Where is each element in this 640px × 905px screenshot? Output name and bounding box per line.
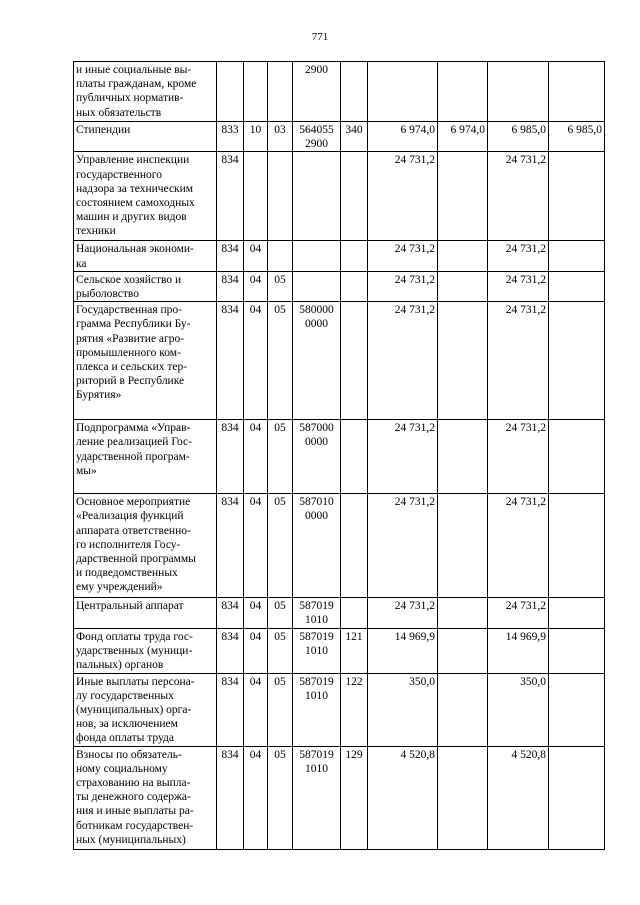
cell-amount-2 bbox=[438, 598, 488, 628]
cell-amount-1: 6 974,0 bbox=[368, 122, 438, 152]
cell-name: Центральный аппарат bbox=[74, 598, 217, 628]
table-row bbox=[74, 241, 605, 271]
cell-section bbox=[244, 62, 268, 122]
cell-name: Сельское хозяйство и рыболовство bbox=[74, 271, 217, 301]
cell-expense-type bbox=[341, 62, 368, 122]
table-row bbox=[74, 62, 605, 122]
cell-subsection: 05 bbox=[268, 746, 293, 849]
cell-amount-2 bbox=[438, 673, 488, 746]
cell-amount-4 bbox=[549, 241, 605, 271]
cell-section: 04 bbox=[244, 494, 268, 598]
cell-target-article: 587019 1010 bbox=[293, 673, 341, 746]
cell-name: Иные выплаты персона- лу государственных (муниципальных) орга- нов, за исключением фонда оплаты труда bbox=[74, 673, 217, 746]
cell-amount-3: 24 731,2 bbox=[488, 420, 549, 494]
table-row bbox=[74, 494, 605, 598]
table-row bbox=[74, 152, 605, 241]
cell-amount-4 bbox=[549, 302, 605, 420]
cell-subsection: 05 bbox=[268, 494, 293, 598]
cell-amount-1: 350,0 bbox=[368, 673, 438, 746]
cell-expense-type: 129 bbox=[341, 746, 368, 849]
cell-amount-4 bbox=[549, 420, 605, 494]
cell-amount-4 bbox=[549, 628, 605, 673]
cell-target-article: 587000 0000 bbox=[293, 420, 341, 494]
cell-section: 04 bbox=[244, 746, 268, 849]
table-row bbox=[74, 673, 605, 746]
cell-grbs: 834 bbox=[217, 241, 244, 271]
cell-amount-2 bbox=[438, 628, 488, 673]
cell-subsection bbox=[268, 152, 293, 241]
cell-amount-2 bbox=[438, 62, 488, 122]
cell-grbs: 834 bbox=[217, 494, 244, 598]
cell-expense-type: 121 bbox=[341, 628, 368, 673]
cell-amount-3: 4 520,8 bbox=[488, 746, 549, 849]
cell-expense-type bbox=[341, 302, 368, 420]
cell-target-article: 587019 1010 bbox=[293, 598, 341, 628]
cell-subsection: 05 bbox=[268, 420, 293, 494]
cell-amount-1: 14 969,9 bbox=[368, 628, 438, 673]
cell-name: и иные социальные вы- платы гражданам, кроме публичных норматив- ных обязательств bbox=[74, 62, 217, 122]
cell-amount-3: 24 731,2 bbox=[488, 271, 549, 301]
cell-amount-3: 14 969,9 bbox=[488, 628, 549, 673]
cell-grbs: 834 bbox=[217, 152, 244, 241]
cell-expense-type bbox=[341, 271, 368, 301]
cell-section bbox=[244, 152, 268, 241]
cell-name: Взносы по обязатель- ному социальному страхованию на выпла- ты денежного содержа- ния и иные выплаты ра- ботникам государствен- ных (муниципальных) bbox=[74, 746, 217, 849]
cell-amount-4 bbox=[549, 62, 605, 122]
cell-amount-1: 24 731,2 bbox=[368, 494, 438, 598]
cell-amount-2 bbox=[438, 746, 488, 849]
cell-target-article bbox=[293, 271, 341, 301]
cell-amount-4: 6 985,0 bbox=[549, 122, 605, 152]
cell-name: Управление инспекции государственного надзора за техническим состоянием самоходных машин и других видов техники bbox=[74, 152, 217, 241]
cell-grbs: 834 bbox=[217, 302, 244, 420]
cell-amount-3: 6 985,0 bbox=[488, 122, 549, 152]
cell-subsection bbox=[268, 241, 293, 271]
cell-section: 04 bbox=[244, 302, 268, 420]
cell-section: 04 bbox=[244, 598, 268, 628]
cell-expense-type: 340 bbox=[341, 122, 368, 152]
cell-amount-4 bbox=[549, 271, 605, 301]
cell-amount-1: 24 731,2 bbox=[368, 241, 438, 271]
cell-subsection: 03 bbox=[268, 122, 293, 152]
cell-amount-1: 24 731,2 bbox=[368, 420, 438, 494]
cell-target-article bbox=[293, 241, 341, 271]
cell-amount-4 bbox=[549, 152, 605, 241]
cell-target-article: 564055 2900 bbox=[293, 122, 341, 152]
cell-amount-2 bbox=[438, 494, 488, 598]
cell-target-article: 587019 1010 bbox=[293, 746, 341, 849]
cell-grbs: 834 bbox=[217, 746, 244, 849]
cell-target-article: 587019 1010 bbox=[293, 628, 341, 673]
cell-target-article: 2900 bbox=[293, 62, 341, 122]
table-row bbox=[74, 420, 605, 494]
cell-amount-1: 24 731,2 bbox=[368, 271, 438, 301]
cell-section: 04 bbox=[244, 420, 268, 494]
cell-amount-3: 24 731,2 bbox=[488, 241, 549, 271]
page-number: 771 bbox=[311, 31, 329, 43]
cell-grbs: 834 bbox=[217, 598, 244, 628]
cell-grbs: 834 bbox=[217, 271, 244, 301]
cell-amount-1: 24 731,2 bbox=[368, 152, 438, 241]
cell-name: Национальная экономи- ка bbox=[74, 241, 217, 271]
cell-target-article bbox=[293, 152, 341, 241]
table-row bbox=[74, 598, 605, 628]
cell-section: 10 bbox=[244, 122, 268, 152]
cell-amount-2 bbox=[438, 152, 488, 241]
cell-amount-2 bbox=[438, 241, 488, 271]
cell-amount-3: 350,0 bbox=[488, 673, 549, 746]
cell-section: 04 bbox=[244, 241, 268, 271]
cell-amount-3: 24 731,2 bbox=[488, 494, 549, 598]
cell-name: Государственная про- грамма Республики Бу- рятия «Развитие агро- промышленного ком- плекса и сельских тер- риторий в Республике Бурятия» bbox=[74, 302, 217, 420]
table-row bbox=[74, 628, 605, 673]
cell-subsection: 05 bbox=[268, 271, 293, 301]
cell-name: Подпрограмма «Управ- ление реализацией Гос- ударственной програм- мы» bbox=[74, 420, 217, 494]
cell-expense-type bbox=[341, 494, 368, 598]
cell-grbs: 834 bbox=[217, 628, 244, 673]
cell-amount-1 bbox=[368, 62, 438, 122]
cell-target-article: 587010 0000 bbox=[293, 494, 341, 598]
cell-subsection: 05 bbox=[268, 598, 293, 628]
cell-amount-1: 24 731,2 bbox=[368, 302, 438, 420]
cell-amount-4 bbox=[549, 494, 605, 598]
cell-amount-4 bbox=[549, 673, 605, 746]
cell-amount-1: 4 520,8 bbox=[368, 746, 438, 849]
cell-subsection: 05 bbox=[268, 302, 293, 420]
cell-amount-4 bbox=[549, 746, 605, 849]
budget-table bbox=[73, 61, 605, 850]
cell-amount-3: 24 731,2 bbox=[488, 598, 549, 628]
cell-amount-4 bbox=[549, 598, 605, 628]
cell-name: Фонд оплаты труда гос- ударственных (муници- пальных) органов bbox=[74, 628, 217, 673]
cell-grbs: 834 bbox=[217, 673, 244, 746]
cell-expense-type bbox=[341, 598, 368, 628]
table-body bbox=[74, 62, 605, 850]
cell-subsection bbox=[268, 62, 293, 122]
cell-expense-type bbox=[341, 152, 368, 241]
table-row bbox=[74, 271, 605, 301]
cell-section: 04 bbox=[244, 673, 268, 746]
cell-expense-type: 122 bbox=[341, 673, 368, 746]
cell-amount-2: 6 974,0 bbox=[438, 122, 488, 152]
cell-section: 04 bbox=[244, 628, 268, 673]
table-row bbox=[74, 302, 605, 420]
cell-grbs: 834 bbox=[217, 420, 244, 494]
cell-amount-2 bbox=[438, 271, 488, 301]
cell-name: Основное мероприятие «Реализация функций аппарата ответственно- го исполнителя Госу- дарственной программы и подведомственных ему учреждений» bbox=[74, 494, 217, 598]
cell-grbs bbox=[217, 62, 244, 122]
cell-amount-3 bbox=[488, 62, 549, 122]
cell-name: Стипендии bbox=[74, 122, 217, 152]
cell-amount-2 bbox=[438, 302, 488, 420]
cell-amount-3: 24 731,2 bbox=[488, 152, 549, 241]
table-row bbox=[74, 746, 605, 849]
cell-amount-2 bbox=[438, 420, 488, 494]
cell-expense-type bbox=[341, 420, 368, 494]
cell-expense-type bbox=[341, 241, 368, 271]
cell-amount-3: 24 731,2 bbox=[488, 302, 549, 420]
cell-grbs: 833 bbox=[217, 122, 244, 152]
cell-target-article: 580000 0000 bbox=[293, 302, 341, 420]
table-row bbox=[74, 122, 605, 152]
cell-section: 04 bbox=[244, 271, 268, 301]
cell-amount-1: 24 731,2 bbox=[368, 598, 438, 628]
cell-subsection: 05 bbox=[268, 628, 293, 673]
cell-subsection: 05 bbox=[268, 673, 293, 746]
